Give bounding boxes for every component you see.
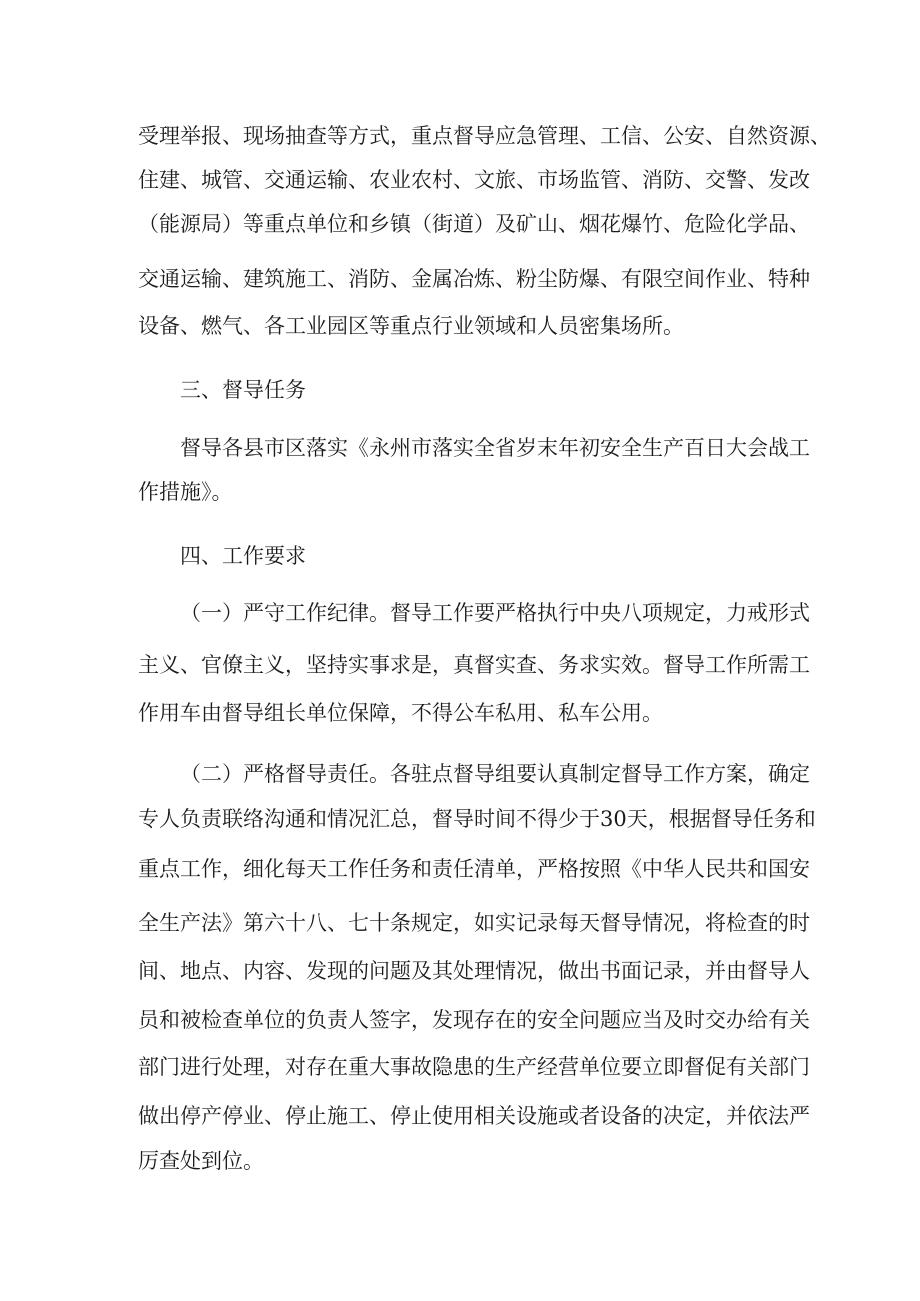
text-line: 设备、燃气、各工业园区等重点行业领域和人员密集场所。: [138, 314, 684, 338]
text-line: 部门进行处理，对存在重大事故隐患的生产经营单位要立即督促有关部门: [138, 1055, 810, 1079]
text-line: 员和被检查单位的负责人签字，发现存在的安全问题应当及时交办给有关: [138, 1008, 810, 1032]
text-line: 受理举报、现场抽查等方式，重点督导应急管理、工信、公安、自然资源、: [138, 124, 831, 148]
text-line: 督导各县市区落实《永州市落实全省岁末年初安全生产百日大会战工: [180, 436, 810, 460]
text-line: 厉查处到位。: [138, 1149, 264, 1173]
text-line: 交通运输、建筑施工、消防、金属冶炼、粉尘防爆、有限空间作业、特种: [138, 267, 810, 291]
text-line: （能源局）等重点单位和乡镇（街道）及矿山、烟花爆竹、危险化学品、: [138, 212, 810, 236]
text-line: 重点工作，细化每天工作任务和责任清单，严格按照《中华人民共和国安: [138, 857, 810, 881]
text-line: 作用车由督导组长单位保障，不得公车私用、私车公用。: [138, 701, 663, 725]
text-line: （一）严守工作纪律。督导工作要严格执行中央八项规定，力戒形式: [180, 601, 810, 625]
text-line: 专人负责联络沟通和情况汇总，督导时间不得少于30天，根据督导任务和: [138, 807, 816, 831]
text-line: 做出停产停业、停止施工、停止使用相关设施或者设备的决定，并依法严: [138, 1104, 810, 1128]
text-line: 间、地点、内容、发现的问题及其处理情况，做出书面记录，并由督导人: [138, 959, 810, 983]
text-line: （二）严格督导责任。各驻点督导组要认真制定督导工作方案，确定: [180, 762, 810, 786]
text-line: 主义、官僚主义，坚持实事求是，真督实查、务求实效。督导工作所需工: [138, 653, 810, 677]
text-line: 全生产法》第六十八、七十条规定，如实记录每天督导情况，将检查的时: [138, 911, 810, 935]
section-heading-requirements: 四、工作要求: [180, 544, 306, 568]
text-line: 作措施》。: [138, 480, 233, 504]
text-line: 住建、城管、交通运输、农业农村、文旅、市场监管、消防、交警、发改: [138, 168, 810, 192]
section-heading-tasks: 三、督导任务: [180, 378, 306, 402]
